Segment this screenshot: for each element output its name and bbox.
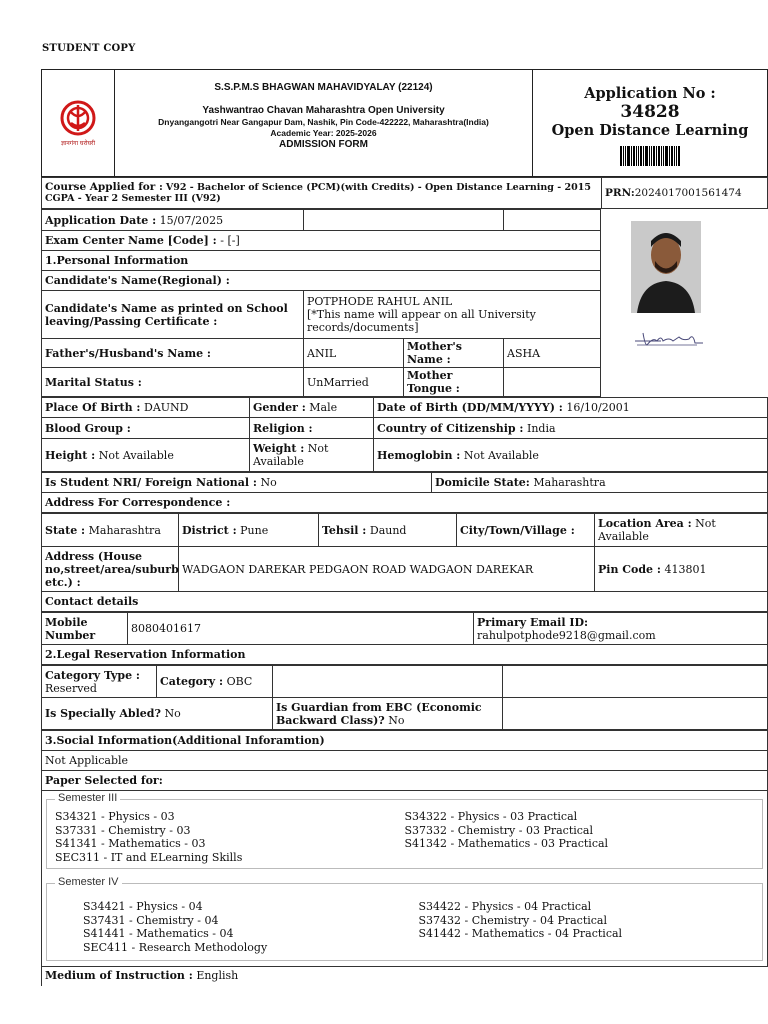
personal-details-table xyxy=(41,397,768,472)
email xyxy=(474,613,768,645)
specially-abled-value: No xyxy=(164,707,181,720)
hemoglobin xyxy=(374,439,768,472)
paper-item: S37331 - Chemistry - 03 xyxy=(55,823,191,837)
pin-code xyxy=(595,547,768,592)
weight-label: Weight : xyxy=(253,442,305,455)
learning-mode: Open Distance Learning xyxy=(551,122,749,139)
logo-caption: ज्ञानगंगा घरोघरी xyxy=(60,140,96,147)
institution-info xyxy=(115,70,533,176)
paper-item: S41341 - Mathematics - 03 xyxy=(55,837,206,850)
tehsil-label: Tehsil : xyxy=(322,523,367,537)
citizenship xyxy=(374,418,768,439)
name-regional-label: Candidate's Name(Regional) : xyxy=(42,271,601,291)
nri-value: No xyxy=(260,476,277,489)
barcode-icon xyxy=(533,146,767,166)
reservation-heading: 2.Legal Reservation Information xyxy=(42,645,768,665)
name-school-note: [*This name will appear on all University records/documents] xyxy=(307,308,536,334)
prn-label: PRN: xyxy=(605,186,635,199)
medium-label: Medium of Instruction : xyxy=(45,969,193,982)
paper-item: S41441 - Mathematics - 04 xyxy=(83,927,234,940)
nri-status xyxy=(42,473,432,493)
social-heading: 3.Social Information(Additional Inforamtion) xyxy=(42,731,768,751)
paper-item: S34422 - Physics - 04 Practical xyxy=(418,900,592,913)
location-area xyxy=(595,514,768,547)
personal-table xyxy=(41,209,601,397)
course-label: Course Applied for : xyxy=(45,181,163,193)
semester-4-theory-list xyxy=(83,900,419,954)
state xyxy=(42,514,179,547)
email-value: rahulpotphode9218@gmail.com xyxy=(477,628,656,642)
paper-item: SEC311 - IT and ELearning Skills xyxy=(55,850,243,864)
application-date xyxy=(42,210,304,231)
category-type xyxy=(42,666,157,698)
semester-3-theory-list xyxy=(55,810,405,864)
paper-item: S34421 - Physics - 04 xyxy=(83,900,203,913)
course-value: V92 - Bachelor of Science (PCM)(with Credits) - Open Distance Learning - 2015 CGPA - Year 2 Semester III (V92) xyxy=(45,182,591,204)
district-value: Pune xyxy=(240,523,269,537)
pin-label: Pin Code : xyxy=(598,562,661,576)
weight xyxy=(250,439,374,472)
domicile-value: Maharashtra xyxy=(533,476,606,489)
university-name: Yashwantrao Chavan Maharashtra Open University xyxy=(202,105,445,116)
hemoglobin-value: Not Available xyxy=(463,448,539,462)
gender-value: Male xyxy=(309,401,338,414)
category-label: Category : xyxy=(160,675,224,688)
dob-value: 16/10/2001 xyxy=(566,401,630,414)
date-of-birth xyxy=(374,398,768,418)
social-table xyxy=(41,730,768,791)
location-value: Not Available xyxy=(598,517,716,543)
tehsil-value: Daund xyxy=(369,523,407,537)
specially-abled xyxy=(42,698,273,730)
paper-item: S34322 - Physics - 03 Practical xyxy=(404,810,578,823)
admission-form xyxy=(41,69,768,986)
college-name: S.S.P.M.S BHAGWAN MAHAVIDYALAY (22124) xyxy=(214,82,433,93)
contact-heading: Contact details xyxy=(42,592,768,612)
paper-item: S37431 - Chemistry - 04 xyxy=(83,913,219,927)
semester-3-group xyxy=(46,792,763,869)
ebc-value: No xyxy=(388,713,405,727)
prn xyxy=(602,178,768,209)
marital-value: UnMarried xyxy=(304,368,404,397)
paper-item: S37332 - Chemistry - 03 Practical xyxy=(404,823,593,837)
religion-label: Religion : xyxy=(250,418,374,439)
height xyxy=(42,439,250,472)
reservation-table xyxy=(41,665,768,730)
tongue-label: Mother Tongue : xyxy=(404,368,504,397)
exam-center-label: Exam Center Name [Code] : xyxy=(45,234,217,247)
hemoglobin-label: Hemoglobin : xyxy=(377,448,461,462)
gender-label: Gender : xyxy=(253,401,306,414)
form-header xyxy=(41,69,768,177)
mobile-value: 8080401617 xyxy=(128,613,474,645)
social-value: Not Applicable xyxy=(42,751,768,771)
category-value: OBC xyxy=(226,675,253,688)
specially-abled-label: Is Specially Abled? xyxy=(45,707,161,720)
height-value: Not Available xyxy=(98,448,174,462)
domicile-state xyxy=(432,473,768,493)
prn-value: 2024017001561474 xyxy=(634,186,742,199)
height-label: Height : xyxy=(45,448,96,462)
state-value: Maharashtra xyxy=(88,523,161,537)
application-date-value: 15/07/2025 xyxy=(159,213,224,227)
place-of-birth-label: Place Of Birth : xyxy=(45,401,141,414)
house-address-label: Address (House no,street/area/suburb etc.) : xyxy=(42,547,179,592)
photo-signature-area xyxy=(601,209,768,397)
ebc-label: Is Guardian from EBC (Economic Backward Class)? xyxy=(276,700,482,727)
application-no: 34828 xyxy=(620,102,680,122)
paper-item: S41442 - Mathematics - 04 Practical xyxy=(418,927,623,940)
place-of-birth xyxy=(42,398,250,418)
gender xyxy=(250,398,374,418)
mother-label: Mother's Name : xyxy=(404,339,504,368)
nri-label: Is Student NRI/ Foreign National : xyxy=(45,476,257,489)
university-logo xyxy=(42,70,115,176)
papers-section xyxy=(41,791,768,966)
exam-center xyxy=(42,231,601,251)
name-school xyxy=(304,291,601,339)
tehsil xyxy=(319,514,457,547)
course-table xyxy=(41,177,768,209)
semester-4-practical-list xyxy=(419,900,755,954)
application-info xyxy=(533,70,767,176)
category-type-label: Category Type : xyxy=(45,668,140,682)
paper-item: SEC411 - Research Methodology xyxy=(83,940,268,954)
father-value: ANIL xyxy=(304,339,404,368)
pin-value: 413801 xyxy=(664,562,707,576)
section-personal-heading: 1.Personal Information xyxy=(42,251,601,271)
ycmou-logo-icon xyxy=(56,99,100,137)
citizenship-value: India xyxy=(526,421,556,435)
house-address-value: WADGAON DAREKAR PEDGAON ROAD WADGAON DAREKAR xyxy=(179,547,595,592)
person-photo-icon xyxy=(631,221,701,313)
address-table xyxy=(41,513,768,612)
email-label: Primary Email ID: xyxy=(477,615,589,629)
category-type-value: Reserved xyxy=(45,681,97,695)
name-school-value: POTPHODE RAHUL ANIL xyxy=(307,295,453,308)
address-heading: Address For Correspondence : xyxy=(42,493,768,513)
paper-item: S41342 - Mathematics - 03 Practical xyxy=(404,837,609,850)
mobile-label: Mobile Number xyxy=(42,613,128,645)
weight-value: Not Available xyxy=(253,442,329,468)
signature-image xyxy=(633,327,707,351)
application-date-label: Application Date : xyxy=(45,213,157,227)
nri-table xyxy=(41,472,768,513)
student-copy-label: STUDENT COPY xyxy=(42,43,136,54)
city-label: City/Town/Village : xyxy=(457,514,595,547)
father-label: Father's/Husband's Name : xyxy=(42,339,304,368)
state-label: State : xyxy=(45,523,86,537)
application-no-label: Application No : xyxy=(584,85,716,102)
signature-icon xyxy=(633,327,707,351)
dob-label: Date of Birth (DD/MM/YYYY) : xyxy=(377,401,563,414)
medium-of-instruction xyxy=(41,966,768,986)
university-address: Dnyangangotri Near Gangapur Dam, Nashik, Pin Code-422222, Maharashtra(India) xyxy=(158,117,489,127)
paper-item: S37432 - Chemistry - 04 Practical xyxy=(418,913,607,927)
exam-center-value: - [-] xyxy=(220,234,240,247)
papers-heading: Paper Selected for: xyxy=(42,771,768,791)
academic-year: Academic Year: 2025-2026 xyxy=(270,128,377,138)
paper-item: S34321 - Physics - 03 xyxy=(55,810,175,823)
citizenship-label: Country of Citizenship : xyxy=(377,421,524,435)
marital-label: Marital Status : xyxy=(42,368,304,397)
semester-3-legend: Semester III xyxy=(55,792,120,804)
district-label: District : xyxy=(182,523,237,537)
domicile-label: Domicile State: xyxy=(435,476,530,489)
place-of-birth-value: DAUND xyxy=(144,401,189,414)
blood-group-label: Blood Group : xyxy=(42,418,250,439)
category xyxy=(157,666,273,698)
semester-3-practical-list xyxy=(405,810,755,864)
district xyxy=(179,514,319,547)
personal-block xyxy=(41,209,768,397)
course-applied xyxy=(42,178,602,209)
semester-4-group xyxy=(46,876,763,961)
candidate-photo xyxy=(631,221,701,313)
contact-table xyxy=(41,612,768,665)
location-label: Location Area : xyxy=(598,517,692,530)
name-school-label: Candidate's Name as printed on School leaving/Passing Certificate : xyxy=(42,291,304,339)
form-title: ADMISSION FORM xyxy=(279,139,368,150)
mother-value: ASHA xyxy=(504,339,601,368)
medium-value: English xyxy=(196,969,239,982)
semester-4-legend: Semester IV xyxy=(55,876,122,888)
guardian-ebc xyxy=(273,698,503,730)
